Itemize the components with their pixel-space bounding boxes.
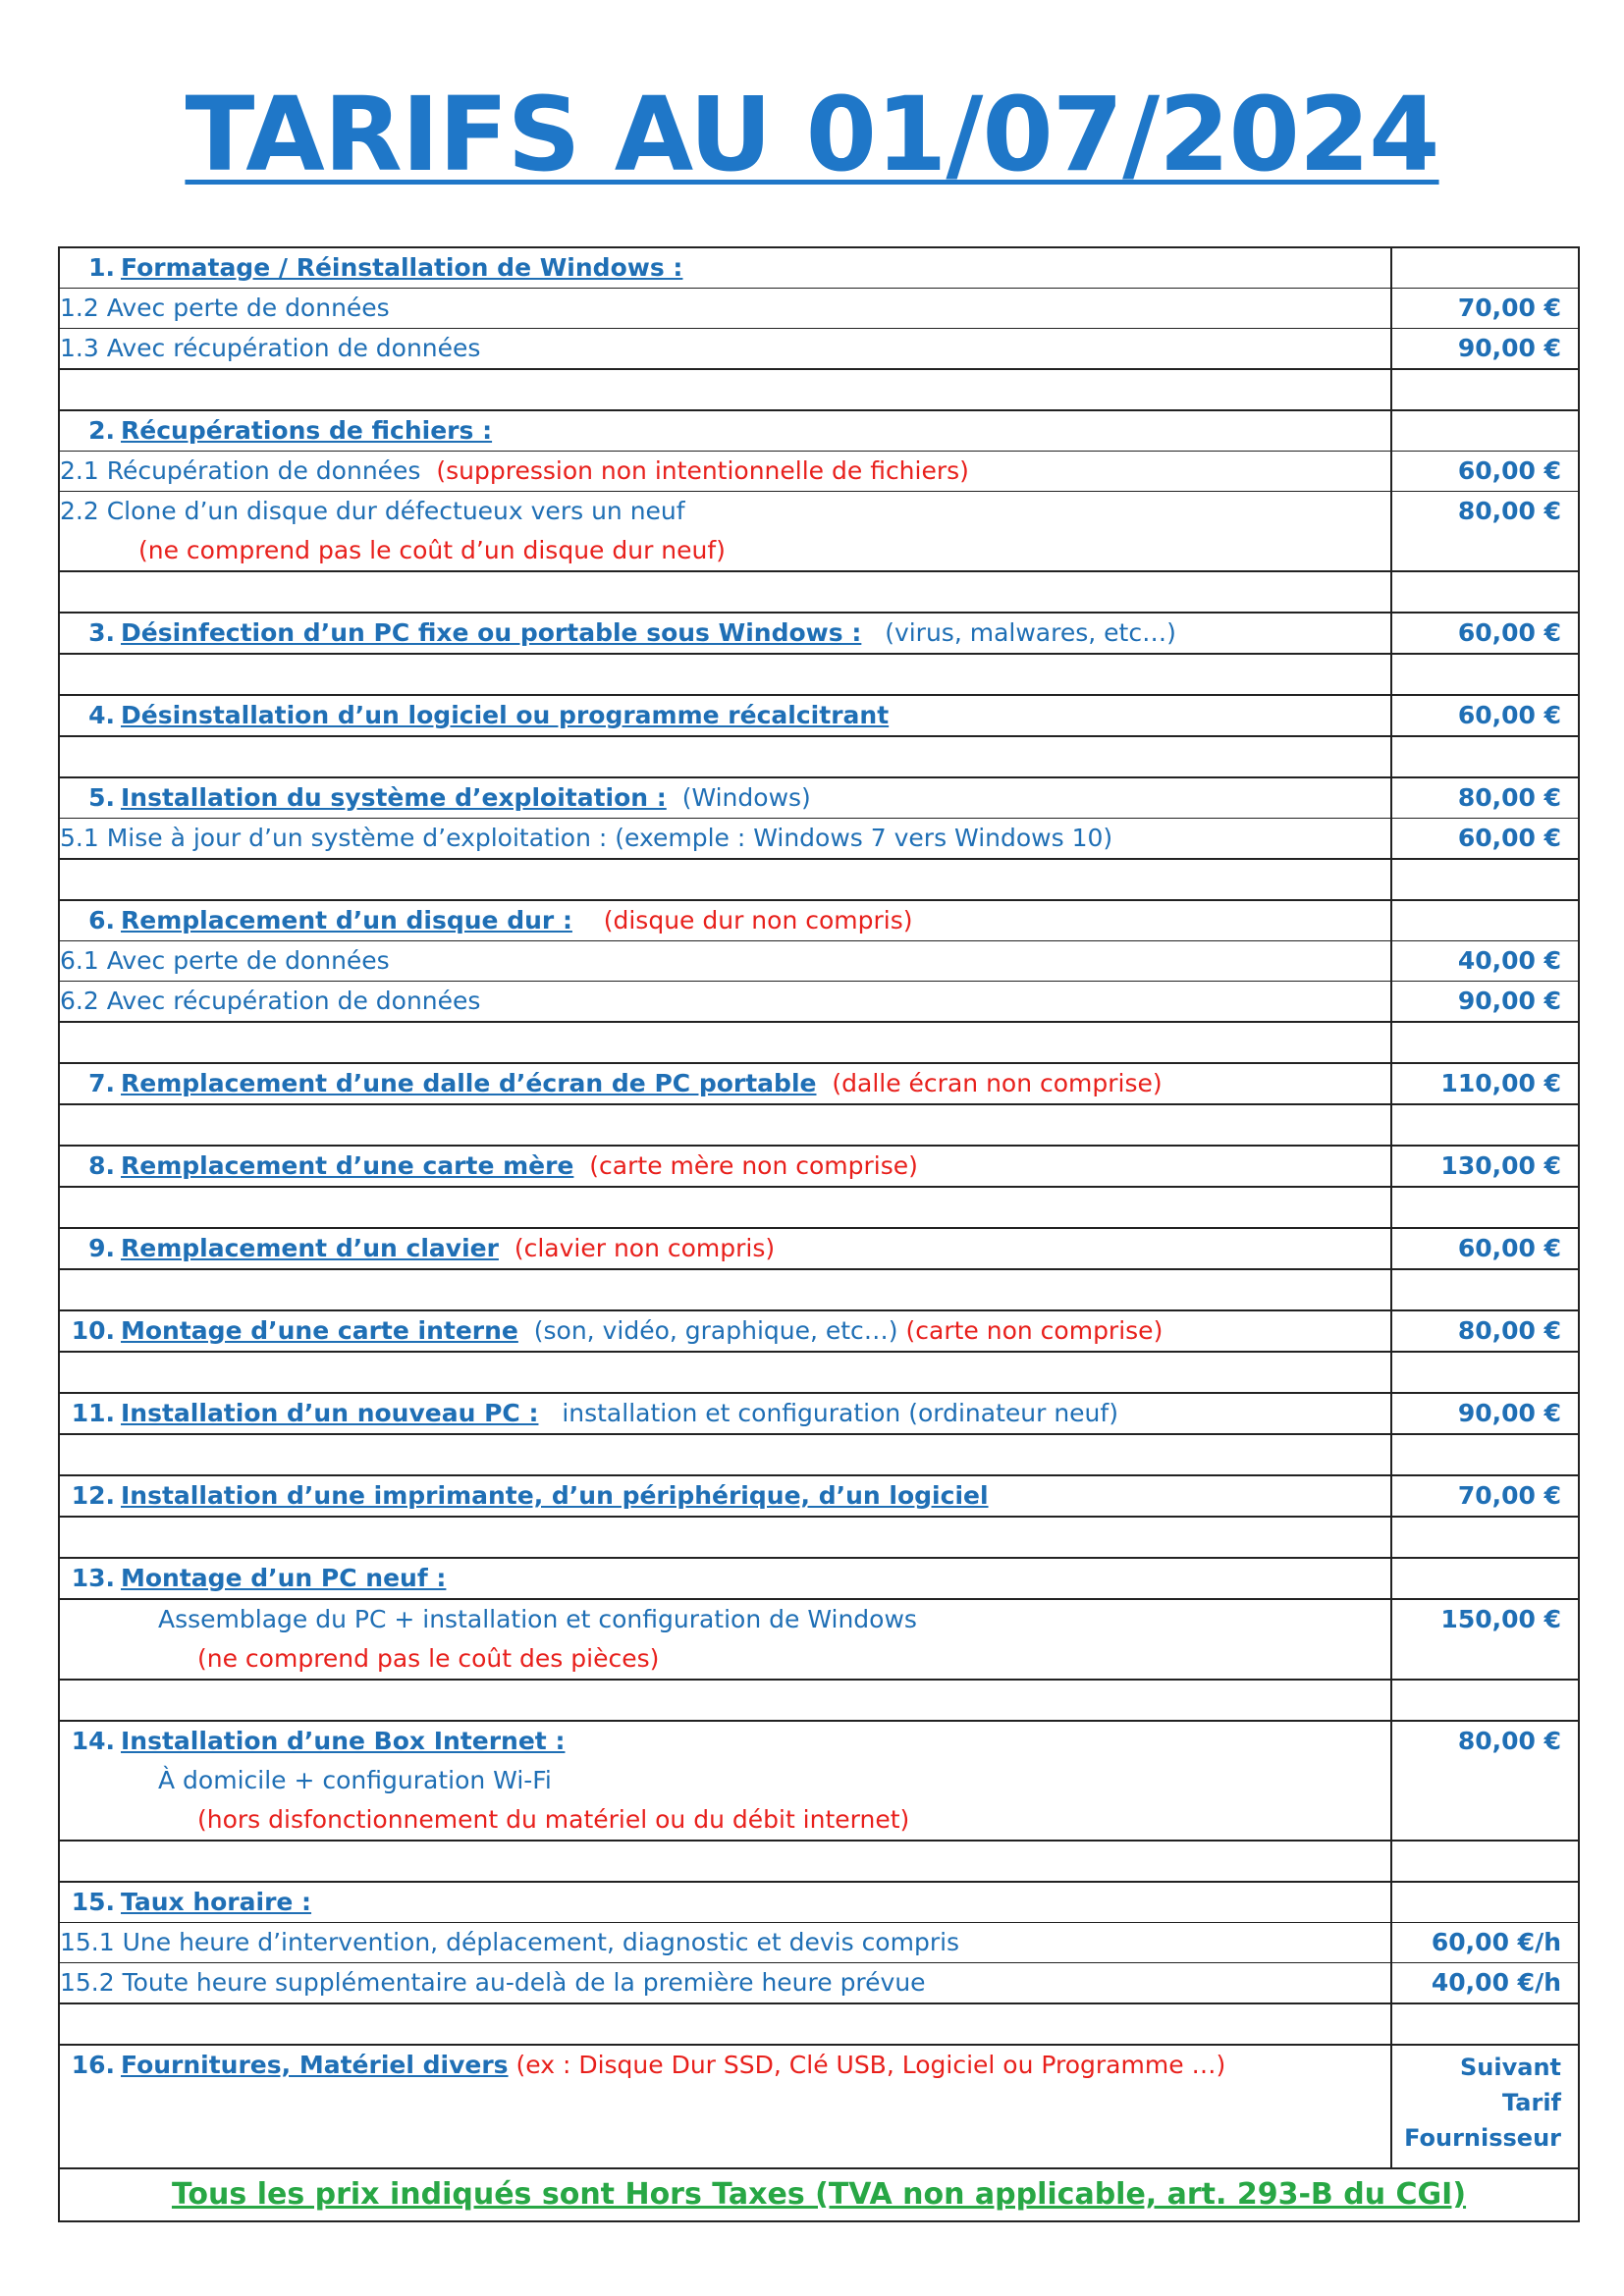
section-2-header: 2. Récupérations de fichiers : xyxy=(59,410,1579,452)
section-7-row: 7. Remplacement d’une dalle d’écran de PC portable (dalle écran non comprise) 110,00 € xyxy=(59,1063,1579,1104)
section-6-header: 6. Remplacement d’un disque dur : (disque dur non compris) xyxy=(59,900,1579,941)
price-line: Suivant xyxy=(1460,2054,1561,2081)
section-14-row: 14. Installation d’une Box Internet : À domicile + configuration Wi-Fi (hors disfonctionnement du matériel ou du débit internet) 80,00 € xyxy=(59,1721,1579,1841)
section-16-row: 16. Fournitures, Matériel divers (ex : Disque Dur SSD, Clé USB, Logiciel ou Programme …) Suivant Tarif Fournisseur xyxy=(59,2045,1579,2168)
table-row: 2.2 Clone d’un disque dur défectueux vers un neuf (ne comprend pas le coût d’un disque dur neuf) 80,00 € xyxy=(59,492,1579,572)
section-12-row: 12. Installation d’une imprimante, d’un périphérique, d’un logiciel 70,00 € xyxy=(59,1475,1579,1517)
section-11-row: 11. Installation d’un nouveau PC : installation et configuration (ordinateur neuf) 90,00 € xyxy=(59,1393,1579,1434)
section-4-row: 4. Désinstallation d’un logiciel ou programme récalcitrant 60,00 € xyxy=(59,695,1579,736)
section-8-row: 8. Remplacement d’une carte mère (carte mère non comprise) 130,00 € xyxy=(59,1146,1579,1187)
table-row: 15.2 Toute heure supplémentaire au-delà de la première heure prévue 40,00 €/h xyxy=(59,1963,1579,2004)
price-line: Fournisseur xyxy=(1404,2124,1561,2152)
page-title: TARIFS AU 01/07/2024 xyxy=(185,75,1439,194)
table-row: 6.2 Avec récupération de données 90,00 € xyxy=(59,982,1579,1023)
footer-text: Tous les prix indiqués sont Hors Taxes (TVA non applicable, art. 293-B du CGI) xyxy=(59,2168,1579,2221)
price-line: Tarif xyxy=(1502,2089,1561,2116)
footer-row xyxy=(59,2168,1579,2221)
section-9-row: 9. Remplacement d’un clavier (clavier non compris) 60,00 € xyxy=(59,1228,1579,1269)
section-13-header: 13. Montage d’un PC neuf : xyxy=(59,1558,1579,1599)
price-table xyxy=(58,246,1580,2222)
table-row: Assemblage du PC + installation et configuration de Windows (ne comprend pas le coût des pièces) 150,00 € xyxy=(59,1599,1579,1680)
table-row: 1.2 Avec perte de données 70,00 € xyxy=(59,289,1579,329)
table-row: 5.1 Mise à jour d’un système d’exploitation : (exemple : Windows 7 vers Windows 10) 60,00 € xyxy=(59,819,1579,860)
section-10-row: 10. Montage d’une carte interne (son, vidéo, graphique, etc…) (carte non comprise) 80,00 € xyxy=(59,1310,1579,1352)
section-1-header: 1. Formatage / Réinstallation de Windows : xyxy=(59,247,1579,289)
table-row: 2.1 Récupération de données (suppression non intentionnelle de fichiers) 60,00 € xyxy=(59,452,1579,492)
table-row: 6.1 Avec perte de données 40,00 € xyxy=(59,941,1579,982)
table-row: 15.1 Une heure d’intervention, déplacement, diagnostic et devis compris 60,00 €/h xyxy=(59,1923,1579,1963)
section-3-row: 3. Désinfection d’un PC fixe ou portable sous Windows : (virus, malwares, etc…) 60,00 € xyxy=(59,613,1579,654)
section-15-header: 15. Taux horaire : xyxy=(59,1882,1579,1923)
section-5-row: 5. Installation du système d’exploitation : (Windows) 80,00 € xyxy=(59,777,1579,819)
table-row: 1.3 Avec récupération de données 90,00 € xyxy=(59,329,1579,370)
